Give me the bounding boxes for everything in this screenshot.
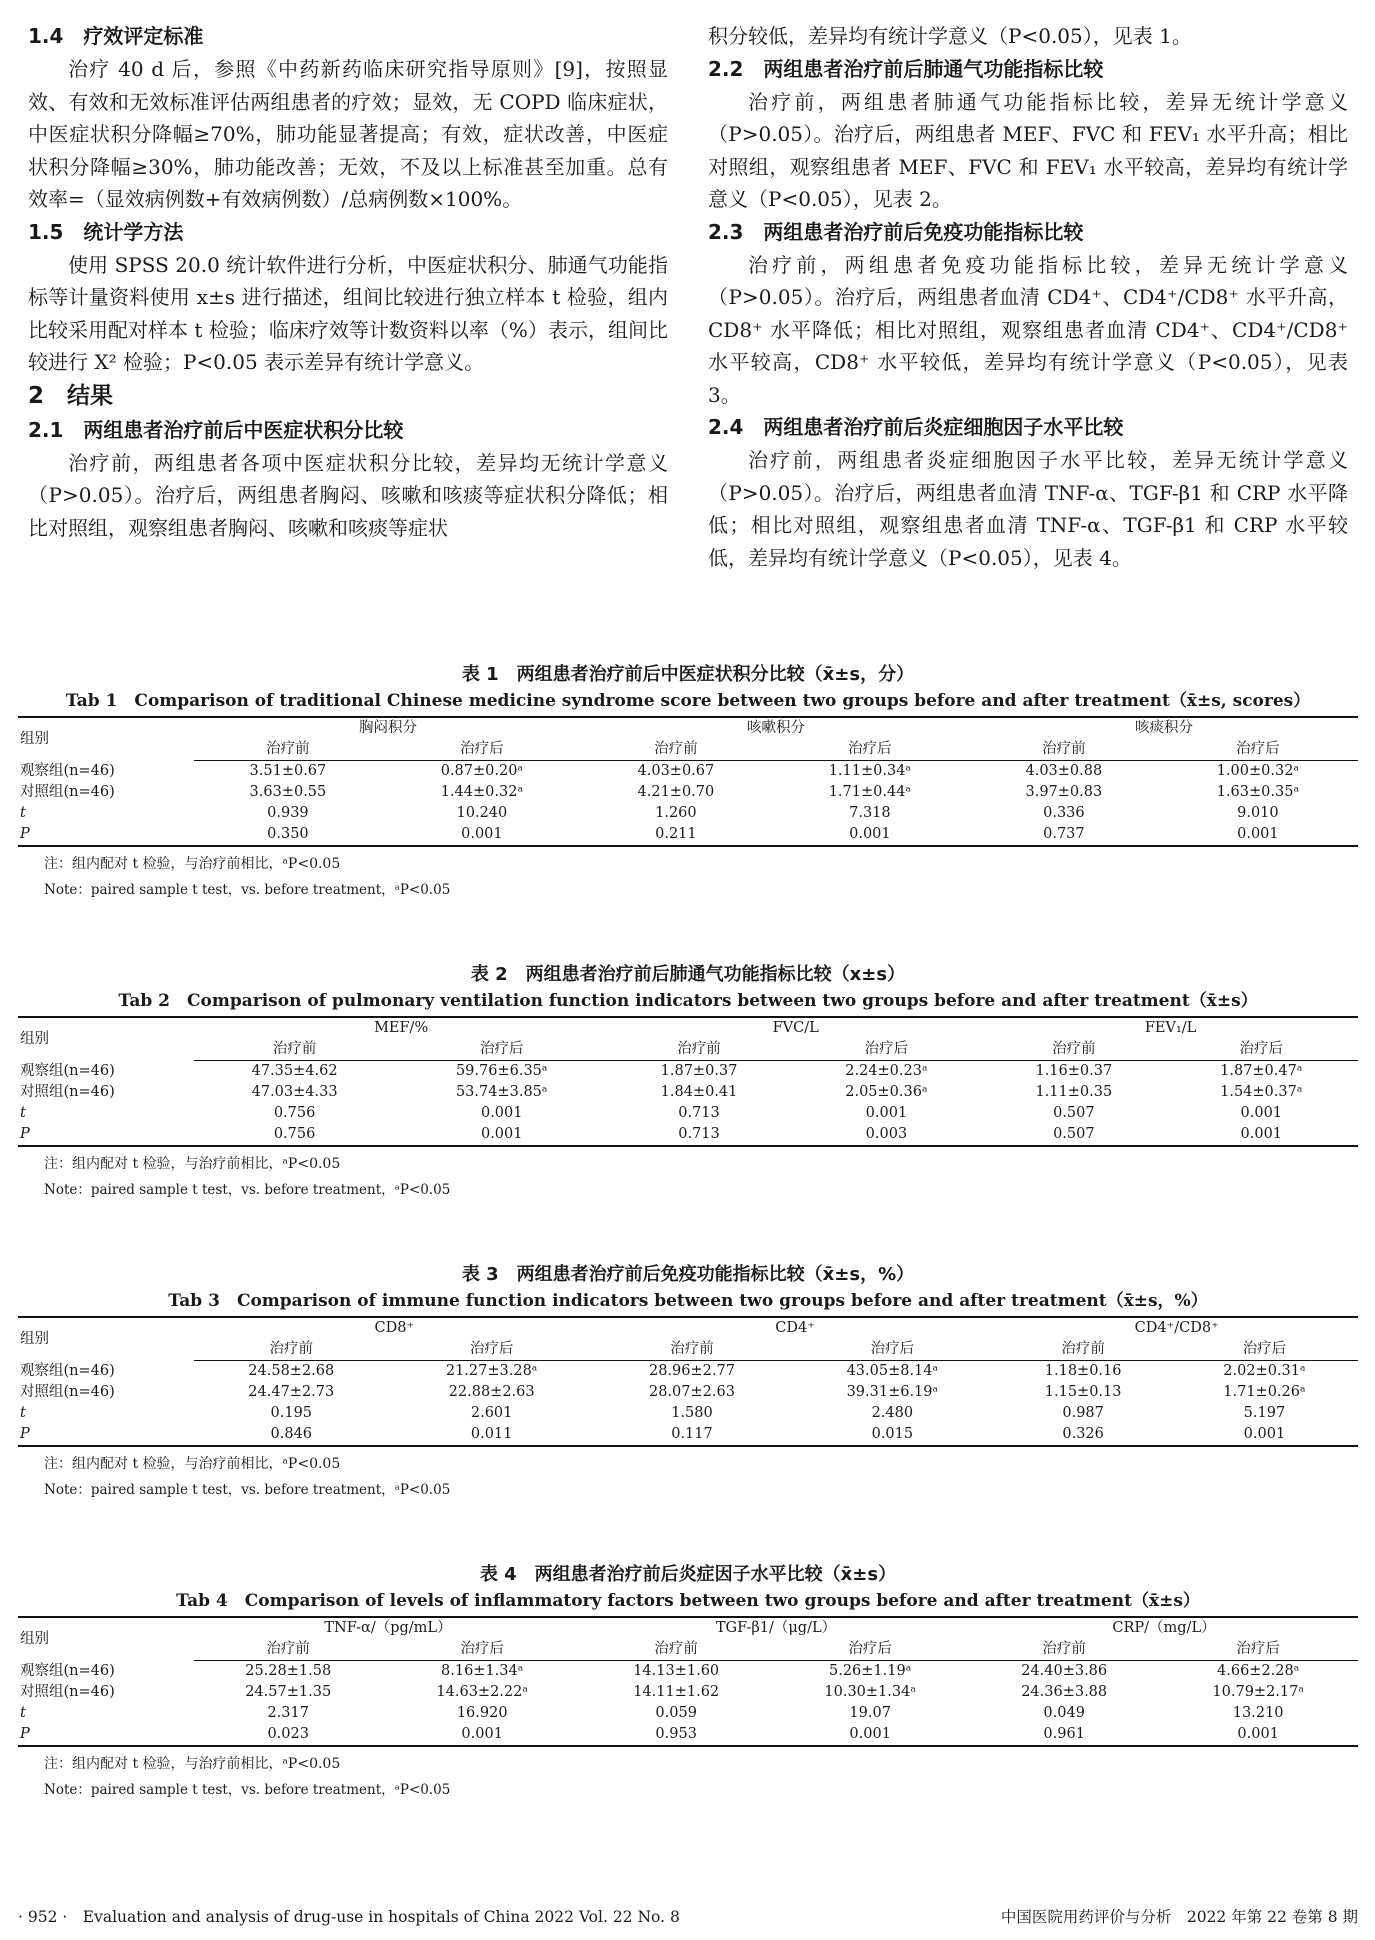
section-1-4-paragraph: 治疗 40 d 后，参照《中药新药临床研究指导原则》[9]，按照显效、有效和无效标准评估两组患者的疗效；显效，无 COPD 临床症状，中医症状积分降幅≥70%，肺功能显著提高；有效，症状改善，中医症状积分降幅≥30%，肺功能改善；无效，不及以上标准甚至加重。总有效率=（显效病例数+有效病例数）/总病例数×100%。 bbox=[28, 57, 668, 211]
table-cell: 1.63±0.35ᵃ bbox=[1216, 784, 1300, 800]
table-cell: 1.11±0.34ᵃ bbox=[828, 763, 912, 779]
table-cell: 14.13±1.60 bbox=[633, 1663, 720, 1679]
sub-column-header: 治疗后 bbox=[395, 1039, 608, 1061]
sub-column-header: 治疗后 bbox=[1171, 1339, 1358, 1361]
table-cell: 0.846 bbox=[194, 1424, 389, 1446]
table-cell: 43.05±8.14ᵃ bbox=[846, 1363, 939, 1379]
row-label: 观察组(n=46) bbox=[20, 1062, 115, 1079]
table-cell: 0.987 bbox=[1062, 1405, 1104, 1421]
section-2-1-paragraph: 治疗前，两组患者各项中医症状积分比较，差异均无统计学意义（P>0.05）。治疗后，两组患者胸闷、咳嗽和咳痰等症状积分降低；相比对照组，观察组患者胸闷、咳嗽和咳痰等症状 bbox=[28, 450, 668, 540]
table-cell: 1.260 bbox=[655, 805, 697, 821]
table-cell: 47.35±4.62 bbox=[251, 1063, 338, 1079]
table-note-cn: 注：组内配对 t 检验，与治疗前相比，ᵃP<0.05 bbox=[44, 1156, 341, 1172]
row-label: P bbox=[18, 1724, 194, 1746]
table-cell: 4.21±0.70 bbox=[637, 784, 715, 800]
table-cell: 0.961 bbox=[970, 1724, 1158, 1746]
table-cell: 1.16±0.37 bbox=[1035, 1063, 1113, 1079]
table-row bbox=[18, 1103, 1358, 1124]
table-cell: 0.001 bbox=[395, 1124, 608, 1146]
row-label: t bbox=[20, 1705, 26, 1721]
table-cell: 3.51±0.67 bbox=[249, 763, 327, 779]
table-cell: 5.197 bbox=[1243, 1405, 1286, 1421]
body-text bbox=[28, 20, 1348, 670]
table-cell: 0.023 bbox=[194, 1724, 382, 1746]
table-cell: 39.31±6.19ᵃ bbox=[846, 1384, 939, 1400]
table-cell: 2.02±0.31ᵃ bbox=[1223, 1363, 1306, 1379]
section-2-2-paragraph: 治疗前，两组患者肺通气功能指标比较，差异无统计学意义（P>0.05）。治疗后，两组患者 MEF、FVC 和 FEV₁ 水平升高；相比对照组，观察组患者 MEF、FVC 和 FEV₁ 水平较高，差异均有统计学意义（P<0.05），见表 2。 bbox=[708, 89, 1348, 211]
column-group-header: TGF-β1/（μg/L） bbox=[582, 1617, 970, 1639]
table-row bbox=[18, 1382, 1358, 1403]
table-row bbox=[18, 803, 1358, 824]
column-group-header: 咳痰积分 bbox=[970, 717, 1358, 739]
table-cell: 24.36±3.88 bbox=[1021, 1684, 1108, 1700]
sub-column-header: 治疗后 bbox=[389, 1339, 595, 1361]
table-cell: 0.756 bbox=[194, 1124, 395, 1146]
footer-left: · 952 · Evaluation and analysis of drug-use in hospitals of China 2022 Vol. 22 No. 8 bbox=[18, 1908, 680, 1926]
table-cell: 22.88±2.63 bbox=[448, 1384, 535, 1400]
table-cell: 0.001 bbox=[1165, 1124, 1358, 1146]
table-row bbox=[18, 761, 1358, 783]
row-label: t bbox=[20, 805, 26, 821]
data-table bbox=[18, 1316, 1358, 1447]
table-title-en: Tab 4 Comparison of levels of inflammatory factors between two groups before and after treatment（x̄±s） bbox=[176, 1591, 1200, 1611]
table-cell: 1.54±0.37ᵃ bbox=[1220, 1084, 1303, 1100]
table-cell: 0.507 bbox=[1053, 1105, 1095, 1121]
table-title-cn: 表 2 两组患者治疗前后肺通气功能指标比较（x±s） bbox=[470, 964, 906, 985]
sub-column-header: 治疗后 bbox=[1158, 739, 1358, 761]
table-note-cn: 注：组内配对 t 检验，与治疗前相比，ᵃP<0.05 bbox=[44, 1456, 341, 1472]
row-label: P bbox=[18, 1424, 194, 1446]
sub-column-header: 治疗前 bbox=[194, 1039, 395, 1061]
table-cell: 47.03±4.33 bbox=[251, 1084, 338, 1100]
table-cell: 14.63±2.22ᵃ bbox=[436, 1684, 528, 1700]
table-cell: 4.03±0.67 bbox=[637, 763, 715, 779]
table-cell: 24.58±2.68 bbox=[248, 1363, 335, 1379]
column-group-header: 胸闷积分 bbox=[194, 717, 582, 739]
table-cell: 0.211 bbox=[582, 824, 770, 846]
data-table bbox=[18, 716, 1358, 847]
table-cell: 0.001 bbox=[1171, 1424, 1358, 1446]
table-cell: 13.210 bbox=[1232, 1705, 1284, 1721]
row-label: 对照组(n=46) bbox=[20, 1384, 115, 1400]
row-label: t bbox=[20, 1405, 26, 1421]
section-1-5-heading: 1.5 统计学方法 bbox=[28, 219, 184, 244]
table-cell: 7.318 bbox=[849, 805, 891, 821]
table-cell: 1.71±0.26ᵃ bbox=[1223, 1384, 1306, 1400]
table-cell: 8.16±1.34ᵃ bbox=[441, 1663, 524, 1679]
sub-column-header: 治疗前 bbox=[970, 1639, 1158, 1661]
table-cell: 16.920 bbox=[456, 1705, 508, 1721]
table-cell: 1.44±0.32ᵃ bbox=[440, 784, 524, 800]
table-cell: 0.713 bbox=[678, 1105, 720, 1121]
sub-column-header: 治疗后 bbox=[789, 1339, 995, 1361]
table-cell: 19.07 bbox=[849, 1705, 891, 1721]
table-title-en: Tab 2 Comparison of pulmonary ventilation function indicators between two groups before and after treatment（x̄±s） bbox=[118, 991, 1258, 1011]
column-group-header: CD4⁺/CD8⁺ bbox=[995, 1317, 1358, 1339]
table-row bbox=[18, 1082, 1358, 1103]
group-column-header: 组别 bbox=[18, 717, 194, 761]
table-cell: 59.76±6.35ᵃ bbox=[455, 1063, 548, 1079]
table-cell: 5.26±1.19ᵃ bbox=[829, 1663, 912, 1679]
table-cell: 0.953 bbox=[582, 1724, 770, 1746]
table-cell: 0.117 bbox=[595, 1424, 790, 1446]
column-group-header: TNF-α/（pg/mL） bbox=[194, 1617, 582, 1639]
table-cell: 0.001 bbox=[480, 1105, 523, 1121]
group-column-header: 组别 bbox=[18, 1317, 194, 1361]
sub-column-header: 治疗前 bbox=[582, 1639, 770, 1661]
table-cell: 0.737 bbox=[970, 824, 1158, 846]
table-cell: 25.28±1.58 bbox=[245, 1663, 332, 1679]
row-label: t bbox=[20, 1105, 26, 1121]
group-column-header: 组别 bbox=[18, 1017, 194, 1061]
table-cell: 1.84±0.41 bbox=[660, 1084, 738, 1100]
table-row bbox=[18, 1061, 1358, 1083]
table-cell: 28.07±2.63 bbox=[649, 1384, 735, 1400]
section-2-3-paragraph: 治疗前，两组患者免疫功能指标比较，差异无统计学意义（P>0.05）。治疗后，两组患者血清 CD4⁺、CD4⁺/CD8⁺ 水平升高，CD8⁺ 水平降低；相比对照组，观察组患者血清 CD4⁺、CD4⁺/CD8⁺ 水平较高，CD8⁺ 水平较低，差异均有统计学意义（P<0.05），见表 3。 bbox=[708, 252, 1348, 407]
table-cell: 0.001 bbox=[1158, 824, 1358, 846]
sub-column-header: 治疗前 bbox=[194, 739, 382, 761]
table-note-en: Note：paired sample t test，vs. before treatment，ᵃP<0.05 bbox=[44, 1482, 451, 1498]
table-note-en: Note：paired sample t test，vs. before treatment，ᵃP<0.05 bbox=[44, 882, 451, 898]
table-cell: 10.240 bbox=[456, 805, 508, 821]
table-title-cn: 表 4 两组患者治疗前后炎症因子水平比较（x̄±s） bbox=[479, 1564, 897, 1585]
table-note-en: Note：paired sample t test，vs. before treatment，ᵃP<0.05 bbox=[44, 1182, 451, 1198]
table-note-en: Note：paired sample t test，vs. before treatment，ᵃP<0.05 bbox=[44, 1782, 451, 1798]
section-2-1-heading: 2.1 两组患者治疗前后中医症状积分比较 bbox=[28, 417, 404, 442]
table-cell: 0.350 bbox=[194, 824, 382, 846]
table-cell: 9.010 bbox=[1237, 805, 1279, 821]
sub-column-header: 治疗后 bbox=[1158, 1639, 1358, 1661]
table-cell: 0.713 bbox=[608, 1124, 789, 1146]
table-cell: 0.195 bbox=[270, 1405, 313, 1421]
table-cell: 2.05±0.36ᵃ bbox=[845, 1084, 928, 1100]
sub-column-header: 治疗后 bbox=[382, 1639, 582, 1661]
sub-column-header: 治疗前 bbox=[608, 1039, 789, 1061]
table-row bbox=[18, 1361, 1358, 1383]
group-column-header: 组别 bbox=[18, 1617, 194, 1661]
table-cell: 3.63±0.55 bbox=[249, 784, 327, 800]
table-cell: 0.001 bbox=[770, 824, 970, 846]
table-title-cn: 表 3 两组患者治疗前后免疫功能指标比较（x̄±s，%） bbox=[461, 1264, 915, 1285]
row-label: 对照组(n=46) bbox=[20, 1684, 115, 1700]
data-table bbox=[18, 1616, 1358, 1747]
table-row bbox=[18, 824, 1358, 846]
section-1-5-paragraph: 使用 SPSS 20.0 统计软件进行分析，中医症状积分、肺通气功能指标等计量资料使用 x±s 进行描述，组间比较进行独立样本 t 检验，组内比较采用配对样本 t 检验；临床疗效等计数资料以率（%）表示，组间比较进行 X² 检验；P<0.05 表示差异有统计学意义。 bbox=[28, 252, 668, 374]
row-label: 对照组(n=46) bbox=[20, 1084, 115, 1100]
column-group-header: FEV₁/L bbox=[983, 1017, 1358, 1039]
table-cell: 0.756 bbox=[273, 1105, 316, 1121]
data-table bbox=[18, 1016, 1358, 1147]
section-2-4-heading: 2.4 两组患者治疗前后炎症细胞因子水平比较 bbox=[708, 415, 1124, 439]
table-cell: 0.015 bbox=[789, 1424, 995, 1446]
section-2-1-paragraph-continued: 积分较低，差异均有统计学意义（P<0.05），见表 1。 bbox=[708, 24, 1192, 48]
table-1-block bbox=[18, 662, 1358, 901]
table-row bbox=[18, 1682, 1358, 1703]
table-row bbox=[18, 1124, 1358, 1146]
table-cell: 0.001 bbox=[382, 1724, 582, 1746]
table-2-block bbox=[18, 962, 1358, 1201]
table-cell: 3.97±0.83 bbox=[1025, 784, 1103, 800]
table-cell: 2.317 bbox=[267, 1705, 309, 1721]
sub-column-header: 治疗前 bbox=[983, 1039, 1164, 1061]
table-cell: 24.40±3.86 bbox=[1021, 1663, 1108, 1679]
table-row bbox=[18, 1703, 1358, 1724]
right-column bbox=[708, 20, 1348, 670]
table-cell: 0.059 bbox=[655, 1705, 697, 1721]
table-cell: 0.507 bbox=[983, 1124, 1164, 1146]
row-label: 观察组(n=46) bbox=[20, 1362, 115, 1379]
table-cell: 53.74±3.85ᵃ bbox=[455, 1084, 548, 1100]
column-group-header: CD4⁺ bbox=[595, 1317, 996, 1339]
table-cell: 0.326 bbox=[995, 1424, 1170, 1446]
table-cell: 2.601 bbox=[470, 1405, 513, 1421]
table-cell: 4.66±2.28ᵃ bbox=[1217, 1663, 1300, 1679]
table-3-block bbox=[18, 1262, 1358, 1501]
section-2-2-heading: 2.2 两组患者治疗前后肺通气功能指标比较 bbox=[708, 56, 1104, 81]
table-title-cn: 表 1 两组患者治疗前后中医症状积分比较（x̄±s，分） bbox=[461, 664, 915, 685]
sub-column-header: 治疗后 bbox=[770, 739, 970, 761]
section-2-heading: 2 结果 bbox=[28, 382, 114, 409]
table-row bbox=[18, 1661, 1358, 1683]
table-note-cn: 注：组内配对 t 检验，与治疗前相比，ᵃP<0.05 bbox=[44, 1756, 341, 1772]
sub-column-header: 治疗前 bbox=[595, 1339, 790, 1361]
table-cell: 0.001 bbox=[382, 824, 582, 846]
table-row bbox=[18, 1424, 1358, 1446]
section-2-3-heading: 2.3 两组患者治疗前后免疫功能指标比较 bbox=[708, 219, 1084, 244]
row-label: P bbox=[18, 1124, 194, 1146]
table-cell: 0.001 bbox=[770, 1724, 970, 1746]
table-4-block bbox=[18, 1562, 1358, 1801]
table-cell: 21.27±3.28ᵃ bbox=[445, 1363, 538, 1379]
table-cell: 0.87±0.20ᵃ bbox=[440, 763, 524, 779]
table-cell: 24.47±2.73 bbox=[248, 1384, 335, 1400]
table-cell: 24.57±1.35 bbox=[245, 1684, 332, 1700]
table-cell: 0.001 bbox=[865, 1105, 908, 1121]
table-cell: 4.03±0.88 bbox=[1025, 763, 1103, 779]
table-cell: 0.003 bbox=[790, 1124, 983, 1146]
table-cell: 0.001 bbox=[1240, 1105, 1283, 1121]
row-label: 对照组(n=46) bbox=[20, 784, 115, 800]
table-cell: 10.30±1.34ᵃ bbox=[824, 1684, 916, 1700]
table-cell: 0.011 bbox=[389, 1424, 595, 1446]
table-cell: 1.71±0.44ᵃ bbox=[828, 784, 912, 800]
table-row bbox=[18, 1403, 1358, 1424]
section-2-4-paragraph: 治疗前，两组患者炎症细胞因子水平比较，差异无统计学意义（P>0.05）。治疗后，两组患者血清 TNF-α、TGF-β1 和 CRP 水平降低；相比对照组，观察组患者血清 TNF-α、TGF-β1 和 CRP 水平较低，差异均有统计学意义（P<0.05），见表 4。 bbox=[708, 448, 1348, 570]
table-cell: 0.336 bbox=[1043, 805, 1085, 821]
sub-column-header: 治疗前 bbox=[582, 739, 770, 761]
table-title-en: Tab 3 Comparison of immune function indicators between two groups before and after treatment（x̄±s，%） bbox=[168, 1291, 1208, 1311]
row-label: 观察组(n=46) bbox=[20, 762, 115, 779]
sub-column-header: 治疗后 bbox=[790, 1039, 983, 1061]
table-cell: 1.87±0.47ᵃ bbox=[1220, 1063, 1303, 1079]
table-row bbox=[18, 782, 1358, 803]
table-title-en: Tab 1 Comparison of traditional Chinese medicine syndrome score between two groups before and after treatment（x̄±s, scores） bbox=[65, 691, 1311, 711]
column-group-header: MEF/% bbox=[194, 1017, 608, 1039]
sub-column-header: 治疗后 bbox=[382, 739, 582, 761]
table-cell: 0.939 bbox=[267, 805, 309, 821]
sub-column-header: 治疗前 bbox=[194, 1339, 389, 1361]
sub-column-header: 治疗前 bbox=[970, 739, 1158, 761]
table-note-cn: 注：组内配对 t 检验，与治疗前相比，ᵃP<0.05 bbox=[44, 856, 341, 872]
section-1-4-heading: 1.4 疗效评定标准 bbox=[28, 24, 204, 48]
table-cell: 1.87±0.37 bbox=[660, 1063, 738, 1079]
table-row bbox=[18, 1724, 1358, 1746]
table-cell: 1.15±0.13 bbox=[1044, 1384, 1122, 1400]
table-cell: 0.049 bbox=[1043, 1705, 1085, 1721]
sub-column-header: 治疗后 bbox=[770, 1639, 970, 1661]
column-group-header: CRP/（mg/L） bbox=[970, 1617, 1358, 1639]
table-cell: 28.96±2.77 bbox=[649, 1363, 735, 1379]
table-cell: 2.480 bbox=[871, 1405, 914, 1421]
table-cell: 0.001 bbox=[1158, 1724, 1358, 1746]
table-cell: 10.79±2.17ᵃ bbox=[1212, 1684, 1304, 1700]
sub-column-header: 治疗后 bbox=[1165, 1039, 1358, 1061]
table-cell: 14.11±1.62 bbox=[633, 1684, 720, 1700]
column-group-header: CD8⁺ bbox=[194, 1317, 595, 1339]
table-cell: 2.24±0.23ᵃ bbox=[845, 1063, 928, 1079]
row-label: P bbox=[18, 824, 194, 846]
column-group-header: 咳嗽积分 bbox=[582, 717, 970, 739]
footer-right: 中国医院用药评价与分析 2022 年第 22 卷第 8 期 bbox=[1000, 1908, 1358, 1926]
sub-column-header: 治疗前 bbox=[995, 1339, 1170, 1361]
page-footer bbox=[18, 1905, 1358, 1927]
table-cell: 1.580 bbox=[671, 1405, 713, 1421]
table-cell: 1.11±0.35 bbox=[1035, 1084, 1113, 1100]
column-group-header: FVC/L bbox=[608, 1017, 983, 1039]
table-cell: 1.00±0.32ᵃ bbox=[1216, 763, 1300, 779]
left-column bbox=[28, 20, 668, 670]
sub-column-header: 治疗前 bbox=[194, 1639, 382, 1661]
table-cell: 1.18±0.16 bbox=[1044, 1363, 1122, 1379]
row-label: 观察组(n=46) bbox=[20, 1662, 115, 1679]
